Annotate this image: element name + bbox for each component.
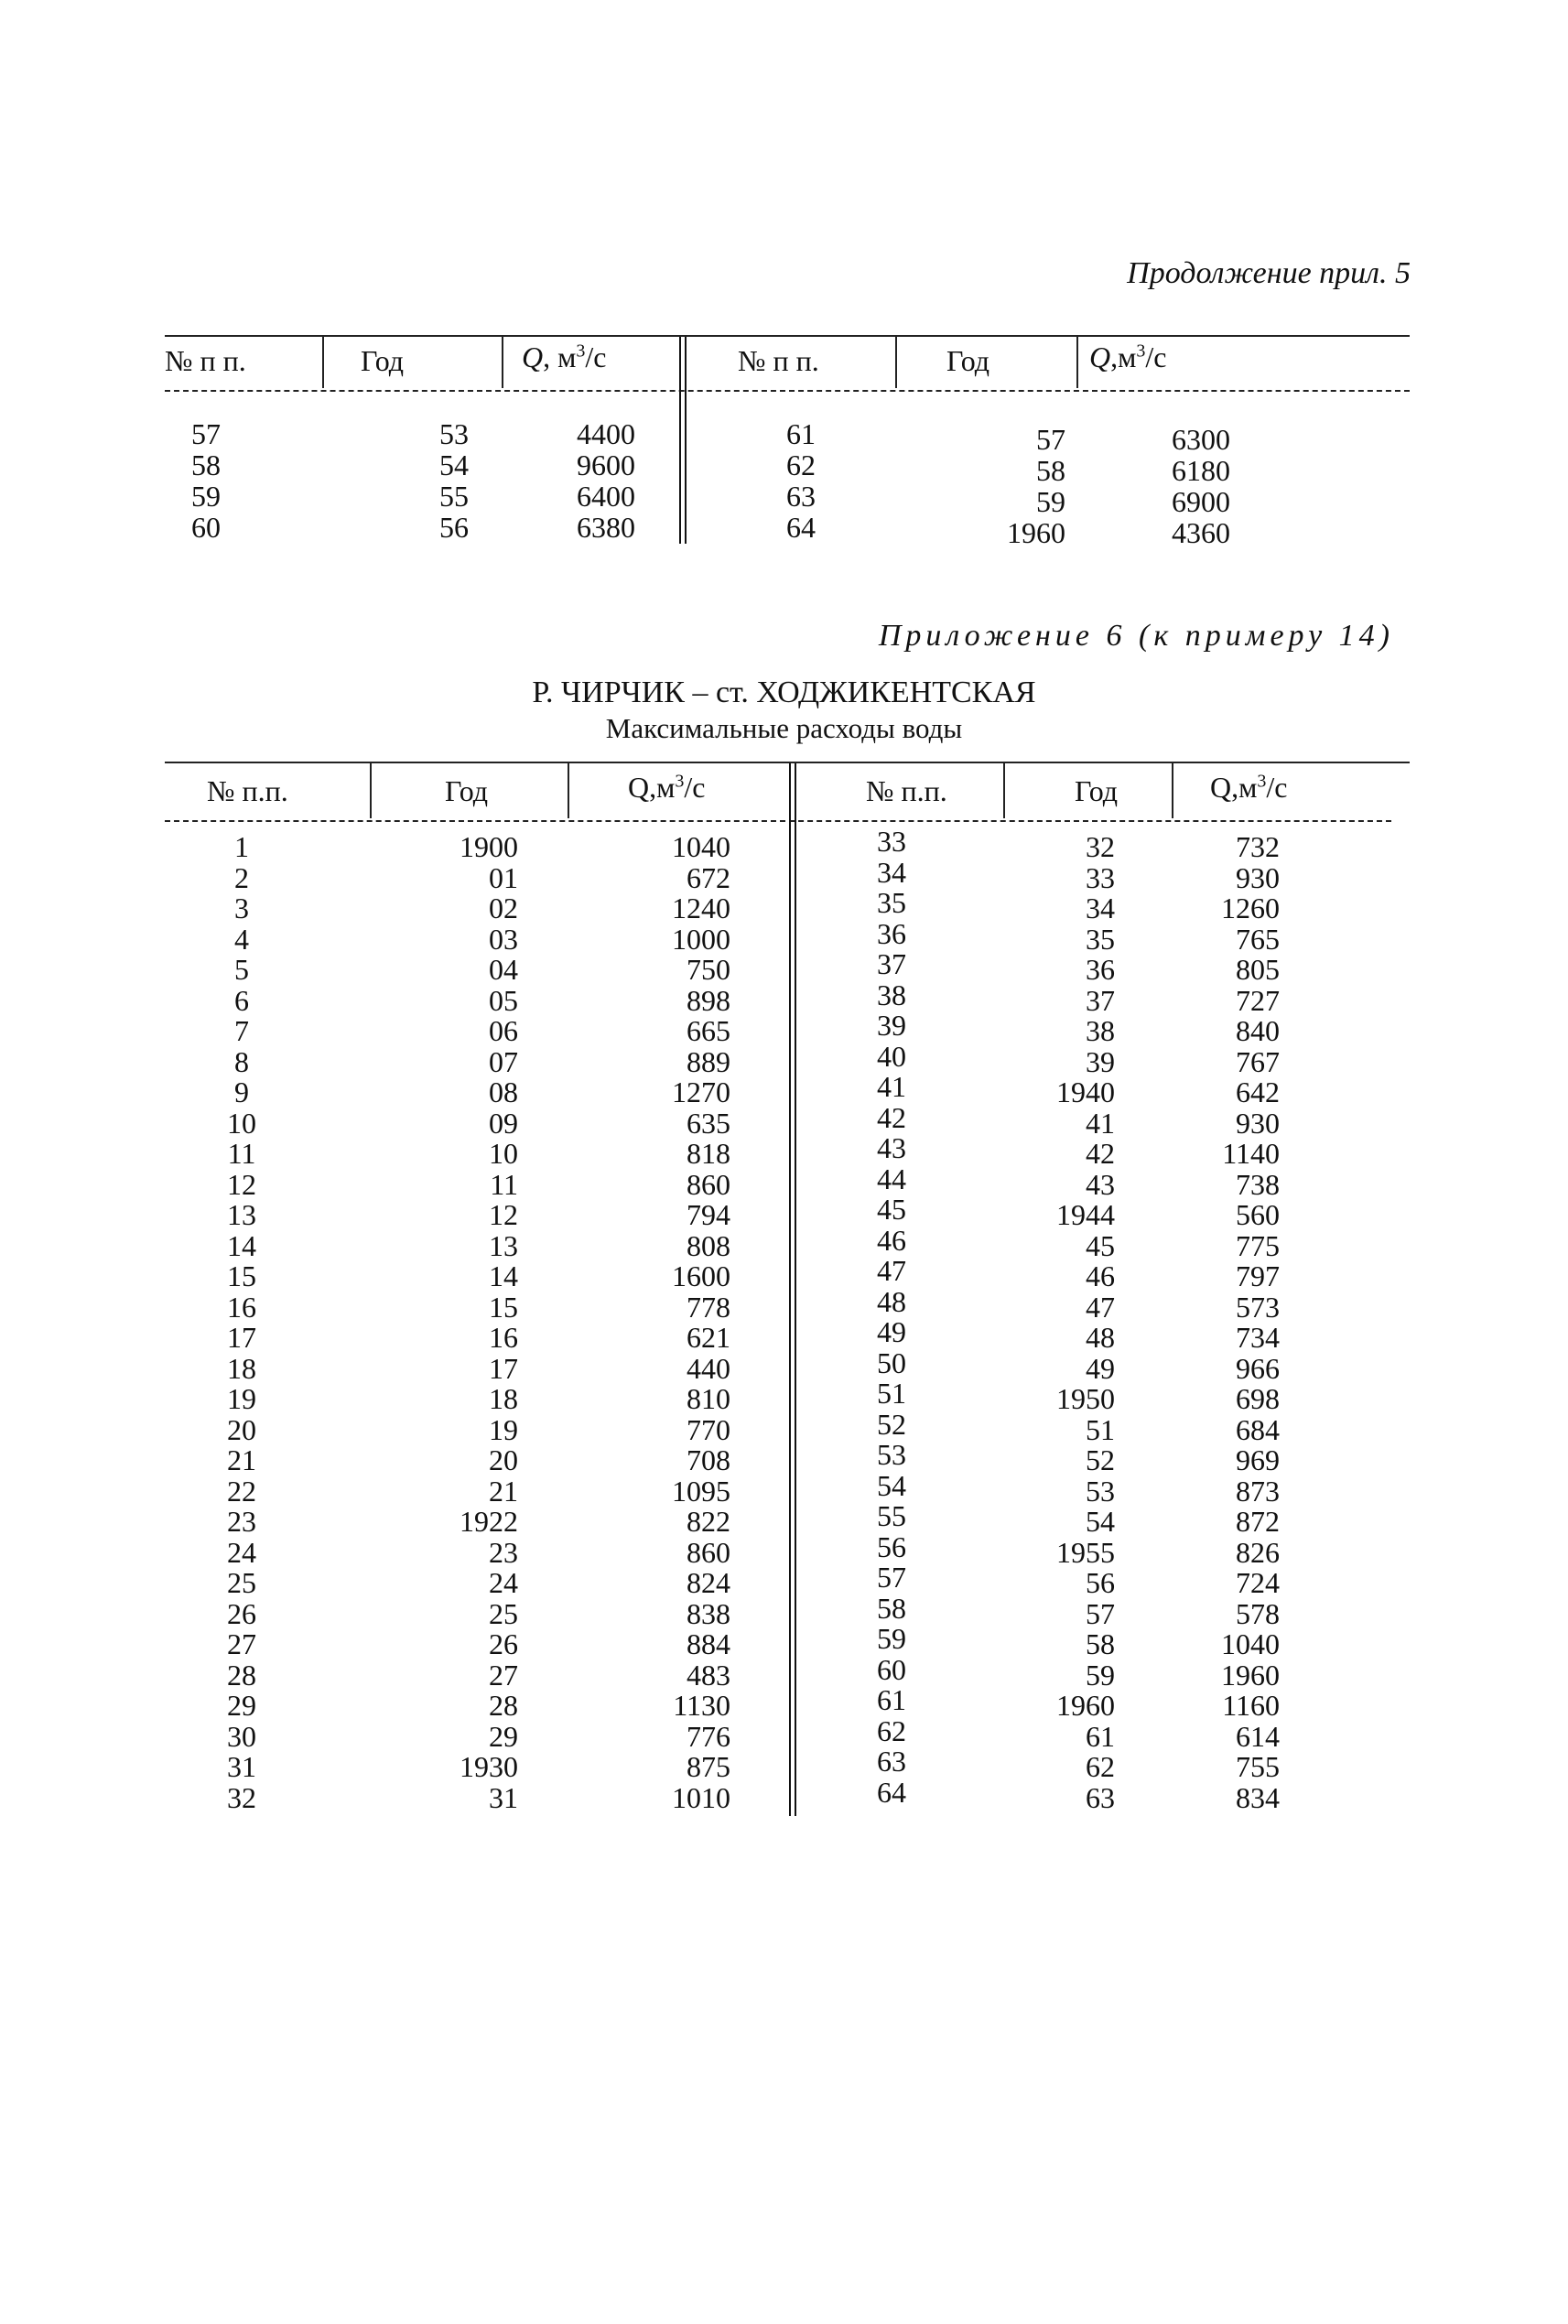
table-2-divider [370, 763, 372, 818]
cell: 4360 [1172, 516, 1230, 549]
cell: 794 [687, 1198, 730, 1231]
cell: 12 [489, 1198, 518, 1231]
cell: 23 [489, 1535, 518, 1569]
cell: 54 [877, 1468, 906, 1502]
cell: 31 [227, 1750, 256, 1783]
cell: 2 [234, 860, 249, 894]
cell: 27 [227, 1627, 256, 1660]
cell: 37 [877, 947, 906, 980]
table-2-col-year-right [1007, 832, 1115, 1813]
cell: 15 [489, 1290, 518, 1324]
cell: 14 [227, 1228, 256, 1262]
cell: 1955 [1056, 1535, 1115, 1569]
cell: 10 [227, 1106, 256, 1140]
cell: 46 [1086, 1259, 1115, 1292]
cell: 1095 [672, 1474, 730, 1508]
cell: 755 [1236, 1750, 1280, 1783]
cell: 1900 [460, 830, 518, 863]
cell: 19 [489, 1412, 518, 1446]
cell: 1240 [672, 892, 730, 924]
cell: 966 [1236, 1351, 1280, 1385]
cell: 1960 [1007, 516, 1065, 549]
cell: 57 [877, 1561, 906, 1594]
table-1-top-rule [165, 335, 1410, 337]
cell: 1260 [1221, 892, 1280, 924]
cell: 41 [1086, 1106, 1115, 1140]
cell: 16 [227, 1290, 256, 1324]
cell: 32 [227, 1780, 256, 1814]
cell: 22 [227, 1474, 256, 1508]
cell: 778 [687, 1290, 730, 1324]
cell: 1160 [1222, 1689, 1280, 1722]
cell: 1040 [1221, 1627, 1280, 1660]
table-1-col-n [174, 418, 238, 543]
table-2-center-divider [789, 763, 796, 1816]
cell: 775 [1236, 1228, 1280, 1262]
cell: 13 [489, 1228, 518, 1262]
cell: 698 [1236, 1382, 1280, 1415]
cell: 23 [227, 1505, 256, 1538]
cell: 02 [489, 892, 518, 924]
cell: 56 [439, 511, 469, 544]
cell: 727 [1236, 983, 1280, 1017]
table-1-divider [1076, 337, 1078, 388]
cell: 04 [489, 953, 518, 986]
cell: 1930 [460, 1750, 518, 1783]
cell: 53 [1086, 1474, 1115, 1508]
cell: 635 [687, 1106, 730, 1140]
cell: 10 [489, 1137, 518, 1170]
cell: 29 [227, 1689, 256, 1722]
cell: 838 [687, 1596, 730, 1630]
cell: 56 [1086, 1566, 1115, 1599]
cell: 5 [234, 953, 249, 986]
table-1-header-n: № п п. [165, 344, 246, 377]
cell: 724 [1236, 1566, 1280, 1599]
cell: 1130 [673, 1689, 730, 1722]
table-2-header-rule [165, 820, 1391, 822]
cell: 26 [227, 1596, 256, 1630]
cell: 18 [227, 1351, 256, 1385]
cell: 810 [687, 1382, 730, 1415]
cell: 28 [227, 1658, 256, 1692]
cell: 732 [1236, 830, 1280, 863]
cell: 11 [490, 1167, 518, 1201]
cell: 44 [877, 1162, 906, 1195]
cell: 53 [439, 417, 469, 450]
table-2-header-year: Год [445, 774, 489, 807]
cell: 38 [1086, 1014, 1115, 1047]
cell: 42 [1086, 1137, 1115, 1170]
table-2-header-q-right: $Q,м^3/с$ [1210, 771, 1288, 804]
cell: 6 [234, 983, 249, 1017]
cell: 09 [489, 1106, 518, 1140]
cell: 3 [234, 892, 249, 924]
cell: 1270 [672, 1076, 730, 1108]
cell: 41 [877, 1070, 906, 1103]
cell: 03 [489, 922, 518, 956]
table-subtitle: Максимальные расходы воды [605, 712, 963, 744]
cell: 440 [687, 1351, 730, 1385]
cell: 61 [1086, 1719, 1115, 1753]
table-2-divider [1003, 763, 1005, 818]
cell: 34 [1086, 892, 1115, 924]
cell: 21 [227, 1443, 256, 1476]
cell: 48 [1086, 1321, 1115, 1354]
cell: 969 [1236, 1443, 1280, 1476]
cell: 805 [1236, 953, 1280, 986]
cell: 63 [877, 1745, 906, 1778]
cell: 1950 [1056, 1382, 1115, 1415]
table-1-header-year-right: Год [946, 344, 990, 377]
cell: 672 [687, 860, 730, 894]
cell: 9600 [577, 449, 635, 481]
cell: 6900 [1172, 485, 1230, 518]
cell: 49 [1086, 1351, 1115, 1385]
table-2-col-year [421, 832, 518, 1813]
cell: 39 [1086, 1044, 1115, 1078]
cell: 9 [234, 1076, 249, 1108]
cell: 51 [1086, 1412, 1115, 1446]
cell: 57 [191, 417, 221, 450]
table-1-col-n-right [769, 418, 833, 543]
cell: 43 [1086, 1167, 1115, 1201]
table-1-header-q-right: $Q,м^3/с$ [1089, 340, 1167, 373]
cell: 05 [489, 983, 518, 1017]
cell: 64 [877, 1775, 906, 1809]
cell: 28 [489, 1689, 518, 1722]
cell: 57 [1086, 1596, 1115, 1630]
cell: 34 [877, 855, 906, 889]
table-1-divider [895, 337, 897, 388]
cell: 24 [489, 1566, 518, 1599]
cell: 1600 [672, 1259, 730, 1292]
cell: 59 [1036, 485, 1065, 518]
cell: 483 [687, 1658, 730, 1692]
cell: 58 [1086, 1627, 1115, 1660]
cell: 35 [877, 886, 906, 919]
cell: 860 [687, 1535, 730, 1569]
cell: 19 [227, 1382, 256, 1415]
cell: 15 [227, 1259, 256, 1292]
table-title: Р. ЧИРЧИК – ст. ХОДЖИКЕНТСКАЯ [532, 676, 1036, 709]
table-2-col-n-right [855, 827, 928, 1808]
cell: 767 [1236, 1044, 1280, 1078]
cell: 12 [227, 1167, 256, 1201]
cell: 60 [877, 1652, 906, 1686]
table-2-col-n [205, 832, 278, 1813]
cell: 52 [1086, 1443, 1115, 1476]
table-2-col-q-right [1181, 832, 1280, 1813]
cell: 33 [1086, 860, 1115, 894]
cell: 8 [234, 1044, 249, 1078]
table-2-header-year-right: Год [1075, 774, 1119, 807]
cell: 58 [191, 449, 221, 481]
cell: 59 [1086, 1658, 1115, 1692]
cell: 25 [489, 1596, 518, 1630]
cell: 4400 [577, 417, 635, 450]
cell: 51 [877, 1377, 906, 1410]
cell: 60 [191, 511, 221, 544]
cell: 708 [687, 1443, 730, 1476]
cell: 26 [489, 1627, 518, 1660]
cell: 684 [1236, 1412, 1280, 1446]
cell: 47 [877, 1254, 906, 1287]
table-1-header-rule [165, 390, 1410, 392]
cell: 61 [877, 1683, 906, 1716]
cell: 59 [191, 480, 221, 513]
table-1-divider [322, 337, 324, 388]
cell: 930 [1236, 1106, 1280, 1140]
cell: 50 [877, 1346, 906, 1379]
cell: 665 [687, 1014, 730, 1047]
cell: 64 [786, 511, 816, 544]
table-1-col-year-right [961, 424, 1065, 548]
cell: 25 [227, 1566, 256, 1599]
cell: 11 [227, 1137, 256, 1170]
cell: 621 [687, 1321, 730, 1354]
cell: 40 [877, 1039, 906, 1073]
continuation-caption: Продолжение прил. 5 [1127, 256, 1411, 290]
cell: 13 [227, 1198, 256, 1231]
table-1-col-q-right [1135, 424, 1230, 548]
cell: 37 [1086, 983, 1115, 1017]
cell: 55 [439, 480, 469, 513]
cell: 4 [234, 922, 249, 956]
cell: 6180 [1172, 454, 1230, 487]
cell: 45 [877, 1193, 906, 1226]
cell: 43 [877, 1131, 906, 1164]
table-2-divider [1172, 763, 1173, 818]
cell: 822 [687, 1505, 730, 1538]
cell: 38 [877, 978, 906, 1011]
cell: 6300 [1172, 423, 1230, 456]
cell: 29 [489, 1719, 518, 1753]
cell: 18 [489, 1382, 518, 1415]
cell: 58 [877, 1591, 906, 1625]
cell: 59 [877, 1622, 906, 1655]
cell: 48 [877, 1284, 906, 1318]
cell: 47 [1086, 1290, 1115, 1324]
table-2-col-q [632, 832, 730, 1813]
cell: 01 [489, 860, 518, 894]
cell: 27 [489, 1658, 518, 1692]
cell: 58 [1036, 454, 1065, 487]
table-2-header-n-right: № п.п. [866, 774, 947, 807]
cell: 1140 [1222, 1137, 1280, 1170]
cell: 1944 [1056, 1198, 1115, 1231]
cell: 56 [877, 1530, 906, 1563]
cell: 824 [687, 1566, 730, 1599]
table-2-header-n: № п.п. [207, 774, 288, 807]
cell: 33 [877, 825, 906, 858]
cell: 36 [877, 916, 906, 950]
table-2-divider [568, 763, 569, 818]
cell: 889 [687, 1044, 730, 1078]
cell: 49 [877, 1315, 906, 1348]
cell: 14 [489, 1259, 518, 1292]
cell: 818 [687, 1137, 730, 1170]
cell: 57 [1036, 423, 1065, 456]
table-1-header-n-right: № п п. [738, 344, 819, 377]
cell: 62 [877, 1713, 906, 1747]
cell: 808 [687, 1228, 730, 1262]
cell: 63 [786, 480, 816, 513]
cell: 6380 [577, 511, 635, 544]
table-1-col-year [403, 418, 469, 543]
cell: 35 [1086, 922, 1115, 956]
cell: 16 [489, 1321, 518, 1354]
cell: 875 [687, 1750, 730, 1783]
cell: 840 [1236, 1014, 1280, 1047]
cell: 36 [1086, 953, 1115, 986]
cell: 32 [1086, 830, 1115, 863]
cell: 24 [227, 1535, 256, 1569]
cell: 614 [1236, 1719, 1280, 1753]
cell: 750 [687, 953, 730, 986]
cell: 560 [1236, 1198, 1280, 1231]
cell: 1960 [1221, 1658, 1280, 1692]
cell: 61 [786, 417, 816, 450]
cell: 53 [877, 1438, 906, 1471]
cell: 6400 [577, 480, 635, 513]
cell: 578 [1236, 1596, 1280, 1630]
cell: 20 [227, 1412, 256, 1446]
cell: 08 [489, 1076, 518, 1108]
table-1-center-divider [679, 337, 687, 544]
table-1-header-q: Q, $м^3/с$ [522, 340, 607, 373]
cell: 46 [877, 1223, 906, 1257]
table-1-divider [502, 337, 503, 388]
cell: 45 [1086, 1228, 1115, 1262]
cell: 55 [877, 1499, 906, 1532]
cell: 734 [1236, 1321, 1280, 1354]
cell: 826 [1236, 1535, 1280, 1569]
cell: 52 [877, 1407, 906, 1441]
cell: 31 [489, 1780, 518, 1814]
cell: 21 [489, 1474, 518, 1508]
cell: 573 [1236, 1290, 1280, 1324]
cell: 17 [227, 1321, 256, 1354]
cell: 770 [687, 1412, 730, 1446]
cell: 776 [687, 1719, 730, 1753]
cell: 765 [1236, 922, 1280, 956]
cell: 06 [489, 1014, 518, 1047]
cell: 884 [687, 1627, 730, 1660]
cell: 1960 [1056, 1689, 1115, 1722]
cell: 898 [687, 983, 730, 1017]
cell: 1000 [672, 922, 730, 956]
cell: 39 [877, 1009, 906, 1042]
cell: 20 [489, 1443, 518, 1476]
cell: 930 [1236, 860, 1280, 894]
cell: 873 [1236, 1474, 1280, 1508]
cell: 30 [227, 1719, 256, 1753]
cell: 63 [1086, 1780, 1115, 1814]
cell: 797 [1236, 1259, 1280, 1292]
table-1-col-q [540, 418, 635, 543]
cell: 1922 [460, 1505, 518, 1538]
cell: 834 [1236, 1780, 1280, 1814]
cell: 642 [1236, 1076, 1280, 1108]
table-2-header-q: $Q,м^3/с$ [628, 771, 706, 804]
cell: 7 [234, 1014, 249, 1047]
cell: 1010 [672, 1780, 730, 1814]
cell: 1 [234, 830, 249, 863]
cell: 54 [1086, 1505, 1115, 1538]
cell: 738 [1236, 1167, 1280, 1201]
cell: 1040 [672, 830, 730, 863]
cell: 07 [489, 1044, 518, 1078]
cell: 860 [687, 1167, 730, 1201]
cell: 17 [489, 1351, 518, 1385]
appendix-caption: Приложение 6 (к примеру 14) [878, 619, 1394, 653]
table-2-top-rule [165, 762, 1410, 763]
cell: 54 [439, 449, 469, 481]
cell: 1940 [1056, 1076, 1115, 1108]
cell: 62 [1086, 1750, 1115, 1783]
cell: 42 [877, 1100, 906, 1134]
table-1-header-year: Год [361, 344, 405, 377]
cell: 62 [786, 449, 816, 481]
cell: 872 [1236, 1505, 1280, 1538]
